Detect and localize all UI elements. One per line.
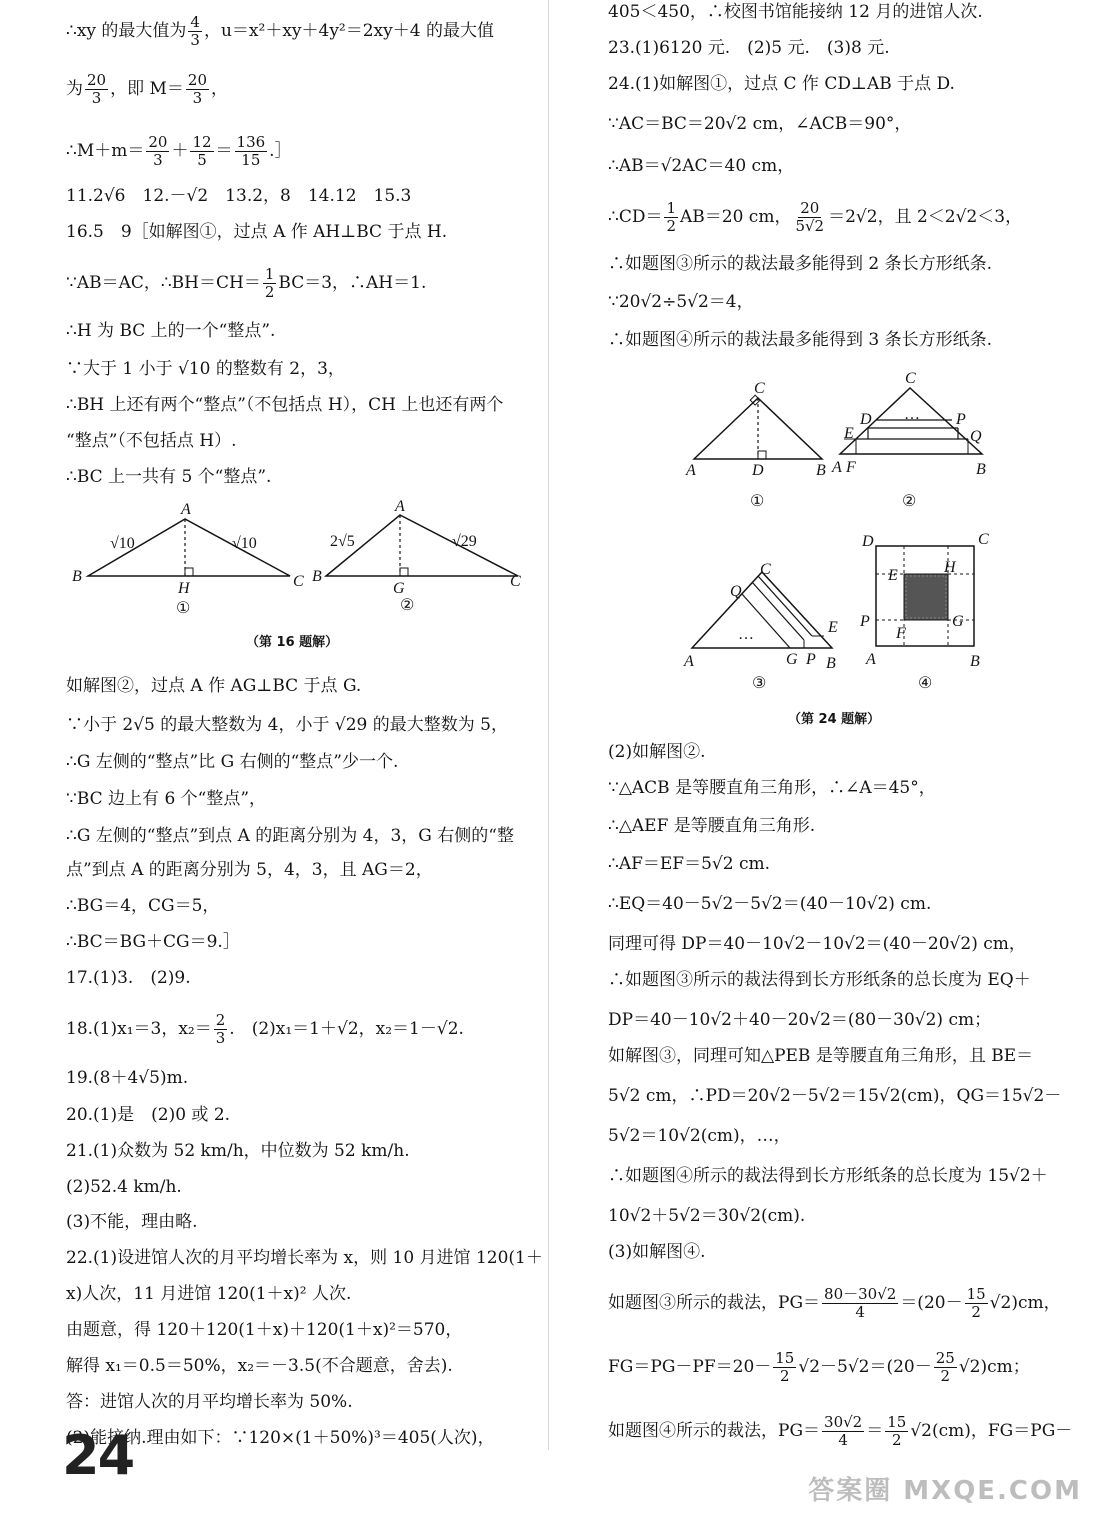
- fig16-caption: （第 16 题解）: [246, 635, 339, 650]
- answer-q21-2: (2)52.4 km/h.: [66, 1177, 182, 1197]
- fig16-triangle-1: [72, 501, 304, 617]
- part3-line2: 如题图③所示的裁法，PG＝ $\frac{80-30√2}{4}$ ＝(20－ $\frac{15}{2}$ √2)cm，: [608, 1285, 1061, 1321]
- part2-line5: ∴EQ＝40－5√2－5√2＝(40－10√2) cm.: [608, 894, 932, 914]
- part2-line11: 5√2＝10√2(cm)，…，: [608, 1126, 791, 1146]
- answer-q20: 20.(1)是 (2)0 或 2.: [66, 1105, 231, 1125]
- answer-q24-5: ∴如题图③所示的裁法最多能得到 2 条长方形纸条.: [608, 254, 993, 274]
- part3-line3: FG＝PG－PF＝20－ $\frac{15}{2}$ √2－5√2＝(20－ $\frac{25}{2}$ √2)cm；: [608, 1349, 1030, 1385]
- svg-text:A: A: [395, 498, 405, 515]
- answer-q22-6: (2)能接纳.理由如下：∵120×(1＋50%)³＝405(人次)，: [66, 1428, 495, 1448]
- svg-text:C: C: [905, 370, 916, 387]
- figure-24: [680, 370, 1080, 706]
- fig24-diagram-3: [683, 561, 838, 692]
- svg-text:C: C: [293, 573, 304, 590]
- answer-q24-7: ∴如题图④所示的裁法最多能得到 3 条长方形纸条.: [608, 330, 993, 350]
- answer-q22-3: 由题意，得 120＋120(1＋x)＋120(1＋x)²＝570，: [66, 1320, 463, 1340]
- svg-text:B: B: [72, 568, 82, 585]
- svg-text:③: ③: [752, 675, 767, 692]
- fig24-diagram-2: [831, 370, 986, 510]
- answer-q21-3: (3)不能，理由略.: [66, 1212, 198, 1232]
- svg-text:A: A: [866, 651, 876, 668]
- page-number: 24: [62, 1424, 134, 1487]
- svg-text:P: P: [956, 411, 966, 428]
- svg-text:A: A: [686, 462, 696, 479]
- svg-text:A: A: [181, 501, 191, 518]
- fig16-triangle-2: [312, 498, 521, 614]
- part2-line6: 同理可得 DP＝40－10√2－10√2＝(40－20√2) cm，: [608, 934, 1026, 954]
- svg-text:D: D: [860, 411, 872, 428]
- svg-text:①: ①: [176, 600, 191, 617]
- svg-text:E: E: [888, 567, 898, 584]
- svg-text:H: H: [944, 559, 956, 576]
- answer-q22-5: 答：进馆人次的月平均增长率为 50%.: [66, 1392, 353, 1412]
- figure-16: [60, 500, 540, 625]
- answer-q22-cont: 405＜450，∴校图书馆能接纳 12 月的进馆人次.: [608, 2, 983, 22]
- column-divider: [548, 0, 549, 1450]
- svg-text:B: B: [816, 462, 826, 479]
- q16-line6: “整点”（不包括点 H）.: [66, 431, 237, 451]
- part3-line1: (3)如解图④.: [608, 1242, 706, 1262]
- answer-q22-1: 22.(1)设进馆人次的月平均增长率为 x，则 10 月进馆 120(1＋: [66, 1248, 543, 1268]
- svg-text:√10: √10: [232, 535, 257, 552]
- line-l2: 为 $\frac{20}{3}$ ，即 M＝ $\frac{20}{3}$ ，: [66, 71, 228, 107]
- answer-q22-4: 解得 x₁＝0.5＝50%，x₂＝－3.5(不合题意，舍去).: [66, 1356, 453, 1376]
- svg-text:…: …: [904, 406, 920, 423]
- svg-text:C: C: [510, 573, 521, 590]
- answer-q18: 18.(1)x₁＝3，x₂＝ $\frac{2}{3}$ . (2)x₁＝1＋√2，x₂＝1－√2.: [66, 1011, 464, 1047]
- part2-line7: ∴如题图③所示的裁法得到长方形纸条的总长度为 EQ＋: [608, 970, 1031, 990]
- answer-q19: 19.(8＋4√5)m.: [66, 1068, 189, 1088]
- q16-line2: ∵AB＝AC，∴BH＝CH＝ $\frac{1}{2}$ BC＝3，∴AH＝1.: [66, 265, 427, 301]
- line-l1: ∴xy 的最大值为 $\frac{4}{3}$ ，u＝x²＋xy＋4y²＝2xy＋4 的最大值: [66, 13, 494, 49]
- svg-text:B: B: [312, 568, 322, 585]
- q16-line9: ∵小于 2√5 的最大整数为 4，小于 √29 的最大整数为 5，: [66, 715, 508, 735]
- svg-text:②: ②: [902, 493, 917, 510]
- svg-text:B: B: [970, 653, 980, 670]
- svg-text:B: B: [826, 655, 836, 672]
- answer-q24-6: ∵20√2÷5√2＝4，: [608, 292, 754, 312]
- q16-line12: ∴G 左侧的“整点”到点 A 的距离分别为 4，3，G 右侧的“整: [66, 826, 514, 846]
- svg-text:C: C: [760, 561, 771, 578]
- fig24-diagram-4: [859, 531, 989, 692]
- svg-text:D: D: [862, 533, 874, 550]
- part2-line2: ∵△ACB 是等腰直角三角形，∴∠A＝45°，: [608, 778, 936, 798]
- svg-text:P: P: [806, 651, 816, 668]
- svg-text:E: E: [828, 619, 838, 636]
- part2-line9: 如解图③，同理可知△PEB 是等腰直角三角形，且 BE＝: [608, 1046, 1034, 1066]
- answer-q17: 17.(1)3. (2)9.: [66, 968, 191, 988]
- part3-line4: 如题图④所示的裁法，PG＝ $\frac{30√2}{4}$ ＝ $\frac{15}{2}$ √2(cm)，FG＝PG－: [608, 1413, 1073, 1449]
- svg-text:H: H: [178, 580, 190, 597]
- svg-text:G: G: [786, 651, 798, 668]
- answer-q11-15: 11.2√6 12.－√2 13.2，8 14.12 15.3: [66, 186, 412, 206]
- svg-text:F: F: [846, 459, 856, 476]
- svg-text:Q: Q: [970, 428, 982, 445]
- q16-line7: ∴BC 上一共有 5 个“整点”.: [66, 467, 272, 487]
- part2-line8: DP＝40－10√2＋40－20√2＝(80－30√2) cm；: [608, 1010, 992, 1030]
- fig24-caption: （第 24 题解）: [788, 712, 881, 727]
- answer-q16-head: 16.5 9［如解图①，过点 A 作 AH⊥BC 于点 H.: [66, 222, 448, 242]
- q16-line15: ∴BC＝BG＋CG＝9.］: [66, 932, 240, 952]
- answer-q24-1: 24.(1)如解图①，过点 C 作 CD⊥AB 于点 D.: [608, 74, 955, 94]
- q16-line8: 如解图②，过点 A 作 AG⊥BC 于点 G.: [66, 676, 362, 696]
- part2-line4: ∴AF＝EF＝5√2 cm.: [608, 854, 771, 874]
- svg-text:④: ④: [918, 675, 933, 692]
- svg-text:G: G: [393, 580, 405, 597]
- q16-line13: 点”到点 A 的距离分别为 5，4，3，且 AG＝2，: [66, 860, 433, 880]
- svg-text:B: B: [976, 461, 986, 478]
- svg-text:√10: √10: [110, 535, 135, 552]
- svg-text:P: P: [860, 613, 870, 630]
- answer-q22-2: x)人次，11 月进馆 120(1＋x)² 人次.: [66, 1284, 352, 1304]
- answer-q24-2: ∵AC＝BC＝20√2 cm，∠ACB＝90°，: [608, 114, 912, 134]
- svg-text:D: D: [752, 462, 764, 479]
- q16-line3: ∴H 为 BC 上的一个“整点”.: [66, 321, 276, 341]
- svg-text:G: G: [952, 613, 964, 630]
- svg-text:F: F: [896, 625, 906, 642]
- q16-line14: ∴BG＝4，CG＝5，: [66, 896, 220, 916]
- svg-text:②: ②: [400, 597, 415, 614]
- part2-line3: ∴△AEF 是等腰直角三角形.: [608, 816, 816, 836]
- svg-text:E: E: [844, 425, 854, 442]
- svg-text:2√5: 2√5: [330, 533, 355, 550]
- svg-text:C: C: [978, 531, 989, 548]
- svg-text:…: …: [738, 626, 754, 643]
- part2-line10: 5√2 cm，∴PD＝20√2－5√2＝15√2(cm)，QG＝15√2－: [608, 1086, 1062, 1106]
- fig24-diagram-1: [685, 380, 826, 510]
- svg-text:Q: Q: [730, 583, 742, 600]
- svg-text:①: ①: [750, 493, 765, 510]
- q16-line11: ∵BC 边上有 6 个“整点”，: [66, 789, 267, 809]
- watermark: 答案圈 MXQE.COM: [808, 1476, 1082, 1506]
- answer-q21-1: 21.(1)众数为 52 km/h，中位数为 52 km/h.: [66, 1141, 410, 1161]
- svg-text:A: A: [684, 653, 694, 670]
- answer-q24-4: ∴CD＝ $\frac{1}{2}$ AB＝20 cm， $\frac{20}{5√2}$ ＝2√2，且 2＜2√2＜3，: [608, 199, 1023, 235]
- svg-text:√29: √29: [452, 533, 477, 550]
- part2-line12: ∴如题图④所示的裁法得到长方形纸条的总长度为 15√2＋: [608, 1166, 1048, 1186]
- svg-text:A: A: [832, 459, 842, 476]
- part2-line13: 10√2＋5√2＝30√2(cm).: [608, 1206, 806, 1226]
- part2-line1: (2)如解图②.: [608, 742, 706, 762]
- line-l3: ∴M＋m＝ $\frac{20}{3}$ ＋ $\frac{12}{5}$ ＝ $\frac{136}{15}$ .］: [66, 133, 292, 169]
- q16-line5: ∴BH 上还有两个“整点”（不包括点 H），CH 上也还有两个: [66, 395, 504, 415]
- answer-q23: 23.(1)6120 元. (2)5 元. (3)8 元.: [608, 38, 890, 58]
- q16-line4: ∵大于 1 小于 √10 的整数有 2，3，: [66, 359, 345, 379]
- answer-q24-3: ∴AB＝√2AC＝40 cm，: [608, 156, 795, 176]
- q16-line10: ∴G 左侧的“整点”比 G 右侧的“整点”少一个.: [66, 752, 399, 772]
- svg-text:C: C: [754, 380, 765, 397]
